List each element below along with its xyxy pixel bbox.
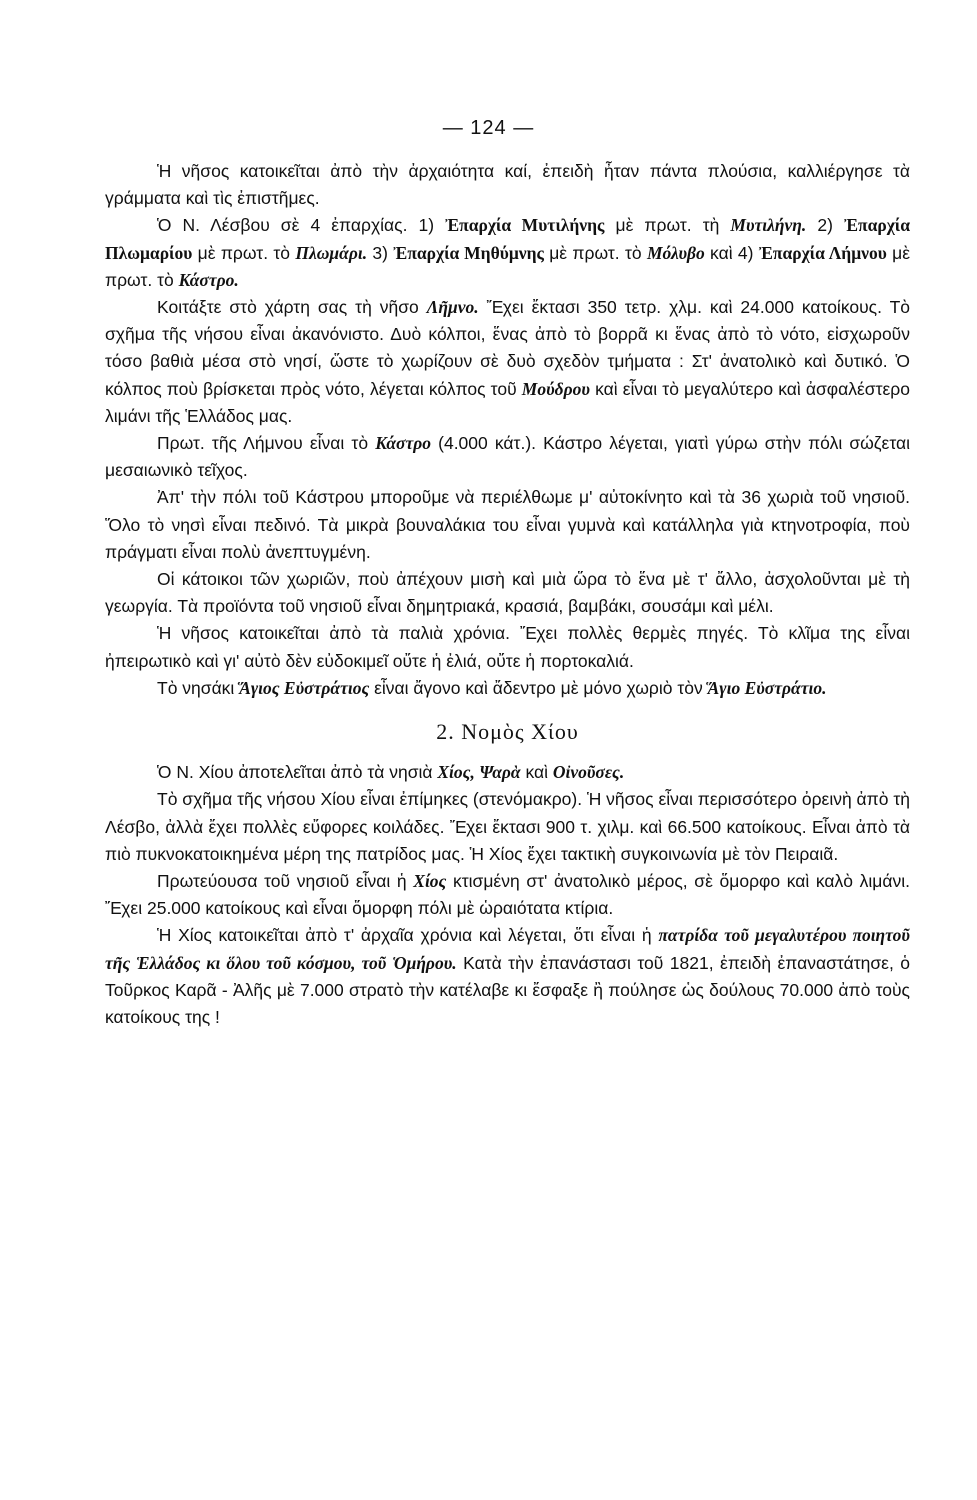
paragraph-chios-islands <box>105 759 910 786</box>
island-name: Λῆμνο. <box>426 297 479 318</box>
paragraph-chios-geography: Τὸ σχῆμα τῆς νήσου Χίου εἶναι ἐπίμηκες (στενόμακρο). Ἡ νῆσος εἶναι περισσότερο ὀρεινὴ ἀπὸ τὴ Λέσβο, ἀλλὰ ἔχει πολλὲς εὔφορες κοιλάδες. Ἔχει ἔκτασι 900 τ. χιλμ. καὶ 66.500 κατοίκους. Εἶναι ἀπὸ τὰ πιὸ πυκνοκατοικημένα μέρη της πατρίδος μας. Ἡ Χίος ἔχει τακτικὴ συγκοινωνία μὲ τὸν Πειραιᾶ. <box>105 789 910 864</box>
text-run: καὶ <box>520 762 553 783</box>
capital-name: Μόλυβο <box>646 242 705 263</box>
paragraph-agios-efstratios <box>105 675 910 702</box>
text-run: Κοιτάξτε στὸ χάρτη σας τὴ νῆσο <box>157 297 427 318</box>
section-heading-chios: 2. Νομὸς Χίου <box>436 719 579 745</box>
paragraph-villages: Ἀπ' τὴν πόλι τοῦ Κάστρου μποροῦμε νὰ περιέλθωμε μ' αὐτοκίνητο καὶ τὰ 36 χωριὰ τοῦ νησιοῦ. Ὅλο τὸ νησὶ εἶναι πεδινό. Τὰ μικρὰ βουναλάκια του εἶναι γυμνὰ καὶ κατάλληλα γιὰ κτηνοτροφία, ποὺ πράγματι εἶναι πολὺ ἀνεπτυγμένη. <box>105 487 910 562</box>
text-run: καὶ 4) <box>704 242 759 263</box>
capital-name: Κάστρο <box>375 433 431 454</box>
text-run: 3) <box>367 242 394 263</box>
text-run: μὲ πρωτ. τὸ <box>543 242 647 263</box>
text-run: (4.000 κάτ.). Κάστρο λέγεται, γιατὶ γύρω στὴν πόλι σώζεται μεσαιωνικὸ τεῖχος. <box>105 433 910 481</box>
page-number: — 124 — <box>442 117 535 139</box>
page-body <box>105 158 910 1031</box>
gulf-name: Μούδρου <box>521 378 590 399</box>
paragraph-kastro <box>105 430 910 484</box>
paragraph-chios-history <box>105 922 910 1031</box>
island-name: Ἅγιος Εὐστράτιος <box>239 677 370 698</box>
text-run: Ὁ Ν. Χίου ἀποτελεῖται ἀπὸ τὰ νησιὰ <box>157 762 438 783</box>
text-run: κτισμένη στ' ἀνατολικὸ μέρος, σὲ ὅμορφο καὶ καλὸ λιμάνι. Ἔχει 25.000 κατοίκους καὶ εἶναι ὅμορφη πόλι μὲ ὡραιότατα κτίρια. <box>105 871 910 919</box>
text-run: Κατὰ τὴν ἐπανάστασι τοῦ 1821, ἐπειδὴ ἐπαναστάτησε, ὁ Τοῦρκος Καρᾶ - Ἀλῆς μὲ 7.000 στρατὸ τὴν κατέλαβε κι ἔσφαξε ἢ πούλησε ὡς δούλους 70.000 ἀπὸ τοὺς κατοίκους της ! <box>105 952 911 1028</box>
island-names: Χίος, Ψαρὰ <box>437 762 521 783</box>
text-run: Πρωτεύουσα τοῦ νησιοῦ εἶναι ἡ <box>157 871 414 892</box>
village-name: Ἅγιο Εὐστράτιο. <box>707 677 827 698</box>
province-name: Ἐπαρχία Μυτιλήνης <box>445 215 605 236</box>
paragraph-lesvos-history: Ἡ νῆσος κατοικεῖται ἀπὸ τὴν ἀρχαιότητα καί, ἐπειδὴ ἦταν πάντα πλούσια, καλλιέργησε τὰ γράμματα καὶ τὶς ἐπιστῆμες. <box>105 161 910 209</box>
text-run: Ἔχει ἔκτασι 350 τετρ. χλμ. καὶ 24.000 κατοίκους. Τὸ σχῆμα τῆς νήσου εἶναι ἀκανόνιστο. Δυὸ κόλποι, ἕνας ἀπὸ τὸ βορρᾶ κι ἕνας ἀπὸ τὸ νότο, εἰσχωροῦν τόσο βαθιὰ μέσα στὸ νησί, ὥστε τὸ χωρίζουν σὲ δυὸ σχεδὸν τμήματα : Στ' ἀνατολικὸ καὶ δυτικό. Ὁ κόλπος ποὺ βρίσκεται πρὸς νότο, λέγεται κόλπος τοῦ <box>105 297 910 399</box>
text-run: μὲ πρωτ. τὸ <box>192 242 296 263</box>
text-run: μὲ πρωτ. τὸ <box>105 242 910 290</box>
text-run: Τὸ νησάκι <box>157 677 240 698</box>
capital-name: Χίος <box>413 871 447 892</box>
paragraph-chios-capital <box>105 868 910 922</box>
island-name: Οἰνοῦσες. <box>552 762 625 783</box>
text-run: 2) <box>806 215 844 236</box>
text-run: Ὁ Ν. Λέσβου σὲ 4 ἐπαρχίας. 1) <box>157 215 446 236</box>
text-run: Πρωτ. τῆς Λήμνου εἶναι τὸ <box>157 433 376 454</box>
text-run: καὶ εἶναι τὸ μεγαλύτερο καὶ ἀσφαλέστερο λιμάνι τῆς Ἑλλάδος μας. <box>105 378 910 426</box>
paragraph-agriculture: Οἱ κάτοικοι τῶν χωριῶν, ποὺ ἀπέχουν μισὴ καὶ μιὰ ὥρα τὸ ἕνα μὲ τ' ἄλλο, ἀσχολοῦνται μὲ τὴ γεωργία. Τὰ προϊόντα τοῦ νησιοῦ εἶναι δημητριακά, κρασιά, βαμβάκι, σουσάμι καὶ μέλι. <box>105 569 910 617</box>
capital-name: Πλωμάρι. <box>295 242 368 263</box>
province-name: Ἐπαρχία Πλωμαρίου <box>105 215 910 263</box>
province-name: Ἐπαρχία Μηθύμνης <box>393 242 544 263</box>
text-run: εἶναι ἄγονο καὶ ἄδεντρο μὲ μόνο χωριὸ τὸν <box>369 677 708 698</box>
text-run: Ἡ Χίος κατοικεῖται ἀπὸ τ' ἀρχαῖα χρόνια καὶ λέγεται, ὅτι εἶναι ἡ <box>157 925 659 946</box>
province-name: Ἐπαρχία Λήμνου <box>758 242 887 263</box>
paragraph-climate: Ἡ νῆσος κατοικεῖται ἀπὸ τὰ παλιὰ χρόνια. Ἔχει πολλὲς θερμὲς πηγές. Τὸ κλῖμα της εἶναι ἠπειρωτικὸ καὶ γι' αὐτὸ δὲν εὐδοκιμεῖ οὔτε ἡ ἐλιά, οὔτε ἡ πορτοκαλιά. <box>105 623 910 671</box>
paragraph-lesvos-provinces <box>105 212 910 294</box>
homer-phrase: πατρίδα τοῦ μεγαλυτέρου ποιητοῦ τῆς Ἑλλάδος κι ὅλου τοῦ κόσμου, τοῦ Ὁμήρου. <box>105 925 911 973</box>
paragraph-limnos <box>105 294 910 430</box>
capital-name: Μυτιλήνη. <box>730 215 807 236</box>
capital-name: Κάστρο. <box>178 269 239 290</box>
text-run: μὲ πρωτ. τὴ <box>604 215 731 236</box>
